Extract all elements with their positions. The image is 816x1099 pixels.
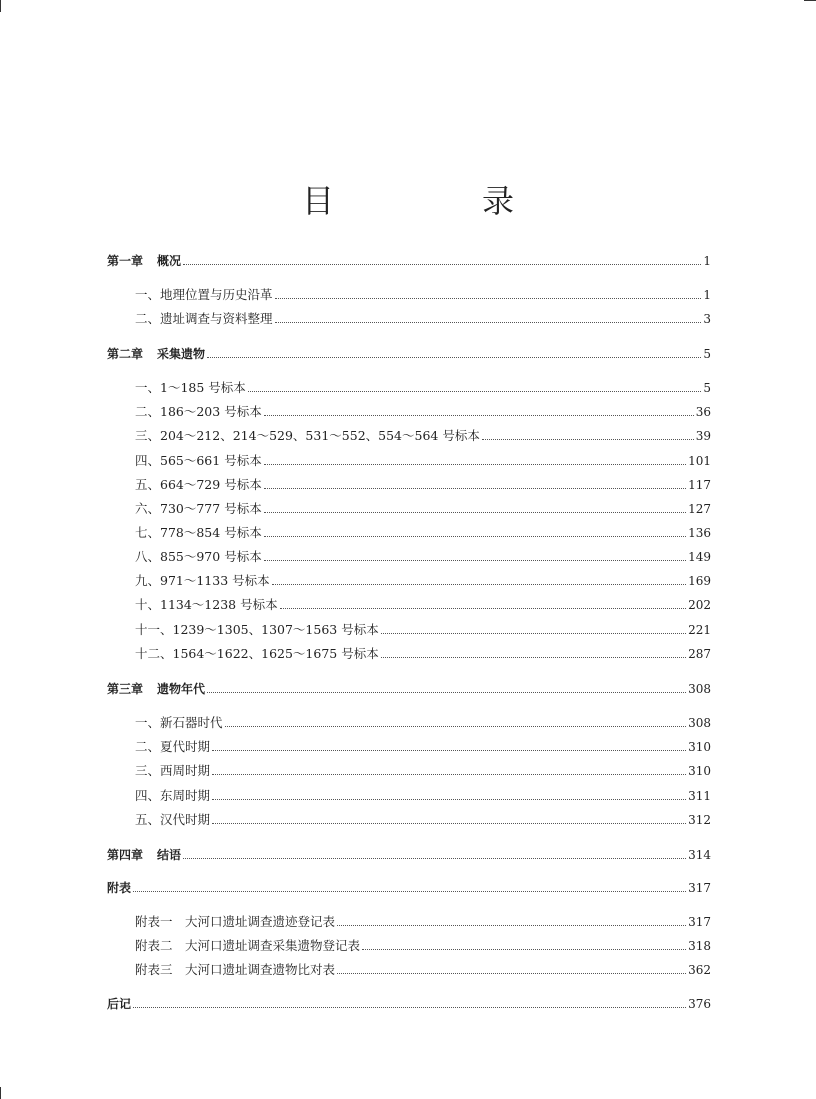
section-title: 五、汉代时期 bbox=[135, 812, 211, 827]
leader-dots bbox=[264, 512, 686, 513]
section-title: 九、971～1133 号标本 bbox=[135, 573, 270, 588]
toc-section-entry[interactable] bbox=[107, 378, 711, 398]
toc-entry-label bbox=[135, 309, 273, 329]
section-title: 一、1～185 号标本 bbox=[135, 380, 246, 395]
page-number: 376 bbox=[688, 997, 711, 1011]
leader-dots bbox=[207, 357, 701, 358]
page-number: 221 bbox=[688, 623, 711, 637]
leader-dots bbox=[362, 949, 686, 950]
toc-section-entry[interactable] bbox=[107, 475, 711, 495]
page-number: 308 bbox=[688, 716, 711, 730]
section-title: 十、1134～1238 号标本 bbox=[135, 597, 278, 612]
toc-section-entry[interactable] bbox=[107, 547, 711, 567]
toc-entry-label bbox=[135, 912, 335, 932]
section-title: 附表三 大河口遗址调查遗物比对表 bbox=[135, 962, 336, 977]
toc-entry-label bbox=[135, 451, 262, 471]
section-title: 六、730～777 号标本 bbox=[135, 501, 262, 516]
page-number: 317 bbox=[688, 915, 711, 929]
toc-section-entry[interactable] bbox=[107, 499, 711, 519]
toc-entry-label bbox=[135, 786, 210, 806]
page-number: 5 bbox=[703, 381, 711, 395]
section-title: 十一、1239～1305、1307～1563 号标本 bbox=[135, 622, 379, 637]
page-number: 312 bbox=[688, 813, 711, 827]
crop-mark-bottom-left bbox=[0, 1087, 1, 1099]
chapter-title: 遗物年代 bbox=[157, 682, 206, 696]
toc-section-entry[interactable] bbox=[107, 402, 711, 422]
crop-mark-top-right bbox=[804, 0, 816, 1]
toc-section-entry[interactable] bbox=[107, 523, 711, 543]
toc-section-entry[interactable] bbox=[107, 451, 711, 471]
leader-dots bbox=[133, 1007, 686, 1008]
toc-entry-label bbox=[135, 402, 262, 422]
page-number: 3 bbox=[703, 312, 711, 326]
section-title: 二、遗址调查与资料整理 bbox=[135, 311, 273, 326]
toc-entry-label bbox=[135, 713, 223, 733]
toc-chapter-entry[interactable] bbox=[107, 845, 711, 865]
toc-entry-label bbox=[135, 644, 379, 664]
page-number: 311 bbox=[688, 789, 711, 803]
toc-entry-label bbox=[135, 761, 210, 781]
section-title: 二、夏代时期 bbox=[135, 739, 211, 754]
leader-dots bbox=[212, 774, 686, 775]
toc-entry-label bbox=[135, 378, 246, 398]
toc-section-entry[interactable] bbox=[107, 426, 711, 446]
toc-entry-label bbox=[135, 737, 210, 757]
toc-section-entry[interactable] bbox=[107, 737, 711, 757]
leader-dots bbox=[264, 560, 686, 561]
toc-section-entry[interactable] bbox=[107, 786, 711, 806]
toc-entry-label bbox=[107, 878, 131, 898]
page-number: 318 bbox=[688, 939, 711, 953]
section-title: 三、204～212、214～529、531～552、554～564 号标本 bbox=[135, 428, 480, 443]
page-number: 314 bbox=[688, 848, 711, 862]
toc-entry-label bbox=[135, 475, 262, 495]
toc-section-entry[interactable] bbox=[107, 309, 711, 329]
leader-dots bbox=[207, 692, 686, 693]
toc-entry-label bbox=[135, 936, 360, 956]
leader-dots bbox=[212, 823, 686, 824]
leader-dots bbox=[275, 322, 702, 323]
page-number: 101 bbox=[688, 454, 711, 468]
chapter-number: 第三章 bbox=[107, 682, 144, 696]
toc-entry-label bbox=[107, 679, 205, 699]
page-number: 287 bbox=[688, 647, 711, 661]
section-title: 八、855～970 号标本 bbox=[135, 549, 262, 564]
leader-dots bbox=[264, 488, 686, 489]
toc-section-entry[interactable] bbox=[107, 761, 711, 781]
chapter-title: 后记 bbox=[107, 997, 132, 1011]
leader-dots bbox=[264, 415, 694, 416]
page-number: 1 bbox=[703, 254, 711, 268]
toc-chapter-entry[interactable] bbox=[107, 994, 711, 1014]
chapter-title: 采集遗物 bbox=[157, 347, 206, 361]
page-number: 169 bbox=[688, 574, 711, 588]
leader-dots bbox=[337, 973, 686, 974]
page-number: 202 bbox=[688, 598, 711, 612]
leader-dots bbox=[280, 608, 686, 609]
page-number: 362 bbox=[688, 963, 711, 977]
chapter-number: 第二章 bbox=[107, 347, 144, 361]
leader-dots bbox=[272, 584, 686, 585]
leader-dots bbox=[381, 633, 686, 634]
leader-dots bbox=[337, 925, 686, 926]
leader-dots bbox=[275, 298, 702, 299]
toc-entry-label bbox=[107, 251, 181, 271]
section-title: 四、东周时期 bbox=[135, 788, 211, 803]
leader-dots bbox=[482, 439, 694, 440]
toc-entry-label bbox=[107, 994, 131, 1014]
toc-entry-label bbox=[135, 523, 262, 543]
toc-section-entry[interactable] bbox=[107, 713, 711, 733]
section-title: 附表二 大河口遗址调查采集遗物登记表 bbox=[135, 938, 361, 953]
page-number: 317 bbox=[688, 881, 711, 895]
leader-dots bbox=[264, 464, 686, 465]
toc-entry-label bbox=[135, 595, 278, 615]
page-number: 1 bbox=[703, 288, 711, 302]
leader-dots bbox=[133, 891, 686, 892]
toc-chapter-entry[interactable] bbox=[107, 251, 711, 271]
toc-section-entry[interactable] bbox=[107, 285, 711, 305]
leader-dots bbox=[225, 726, 687, 727]
chapter-title: 附表 bbox=[107, 881, 132, 895]
toc-chapter-entry[interactable] bbox=[107, 344, 711, 364]
crop-mark-top-left bbox=[0, 0, 1, 12]
page-number: 308 bbox=[688, 682, 711, 696]
toc-entry-label bbox=[135, 960, 335, 980]
leader-dots bbox=[212, 750, 686, 751]
toc-chapter-entry[interactable] bbox=[107, 878, 711, 898]
leader-dots bbox=[212, 799, 686, 800]
toc-chapter-entry[interactable] bbox=[107, 679, 711, 699]
page-number: 310 bbox=[688, 764, 711, 778]
section-title: 一、新石器时代 bbox=[135, 715, 223, 730]
chapter-number: 第一章 bbox=[107, 254, 144, 268]
leader-dots bbox=[264, 536, 686, 537]
toc-entry-label bbox=[135, 285, 273, 305]
toc-entry-label bbox=[107, 845, 181, 865]
page-number: 36 bbox=[695, 405, 711, 419]
page-number: 39 bbox=[695, 429, 711, 443]
leader-dots bbox=[381, 657, 686, 658]
page-number: 310 bbox=[688, 740, 711, 754]
section-title: 三、西周时期 bbox=[135, 763, 211, 778]
toc-entry-label bbox=[135, 547, 262, 567]
chapter-title: 概况 bbox=[157, 254, 182, 268]
toc-entry-label bbox=[107, 344, 205, 364]
toc-section-entry[interactable] bbox=[107, 912, 711, 932]
toc-entry-label bbox=[135, 499, 262, 519]
section-title: 四、565～661 号标本 bbox=[135, 453, 262, 468]
page-number: 5 bbox=[703, 347, 711, 361]
toc-section-entry[interactable] bbox=[107, 571, 711, 591]
leader-dots bbox=[248, 391, 702, 392]
section-title: 五、664～729 号标本 bbox=[135, 477, 262, 492]
toc-entry-label bbox=[135, 571, 270, 591]
toc-section-entry[interactable] bbox=[107, 595, 711, 615]
page-number: 149 bbox=[688, 550, 711, 564]
toc-section-entry[interactable] bbox=[107, 644, 711, 664]
page-number: 136 bbox=[688, 526, 711, 540]
toc-section-entry[interactable] bbox=[107, 620, 711, 640]
section-title: 附表一 大河口遗址调查遗迹登记表 bbox=[135, 914, 336, 929]
chapter-number: 第四章 bbox=[107, 848, 144, 862]
toc-entry-label bbox=[135, 620, 379, 640]
toc-section-entry[interactable] bbox=[107, 960, 711, 980]
leader-dots bbox=[183, 858, 686, 859]
toc-section-entry[interactable] bbox=[107, 810, 711, 830]
page-title: 目 录 bbox=[301, 182, 572, 220]
page-number: 127 bbox=[688, 502, 711, 516]
toc-section-entry[interactable] bbox=[107, 936, 711, 956]
section-title: 十二、1564～1622、1625～1675 号标本 bbox=[135, 646, 379, 661]
section-title: 一、地理位置与历史沿革 bbox=[135, 287, 273, 302]
toc-entry-label bbox=[135, 810, 210, 830]
page-number: 117 bbox=[688, 478, 711, 492]
leader-dots bbox=[183, 264, 701, 265]
chapter-title: 结语 bbox=[157, 848, 182, 862]
toc-entry-label bbox=[135, 426, 480, 446]
section-title: 二、186～203 号标本 bbox=[135, 404, 262, 419]
section-title: 七、778～854 号标本 bbox=[135, 525, 262, 540]
